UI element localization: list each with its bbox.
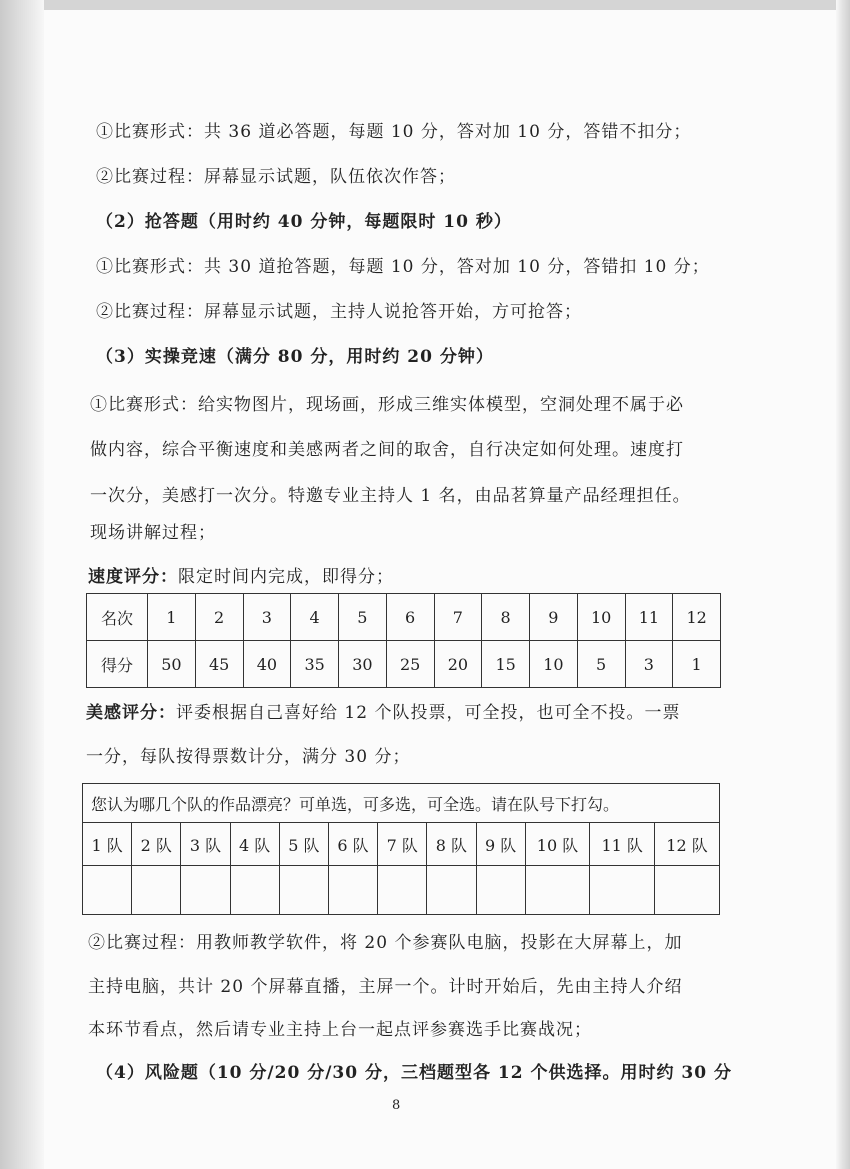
speed-scoring-text: 限定时间内完成，即得分； (178, 567, 394, 587)
score-cell: 25 (386, 641, 434, 688)
rank-header: 名次 (87, 594, 148, 641)
rank-cell: 11 (625, 594, 673, 641)
score-cell: 10 (530, 641, 578, 688)
score-cell: 50 (148, 641, 196, 688)
score-cell: 20 (434, 641, 482, 688)
rule-process-required: ②比赛过程：屏幕显示试题，队伍依次作答； (96, 167, 456, 187)
rank-row (87, 594, 721, 641)
score-cell: 35 (291, 641, 339, 688)
rank-cell: 7 (434, 594, 482, 641)
scan-edge-left (0, 0, 44, 1169)
section-heading-risk: （4）风险题（10 分/20 分/30 分，三档题型各 12 个供选择。用时约 30 分 (96, 1063, 732, 1083)
team-header: 7 队 (378, 823, 427, 866)
team-header-row (83, 823, 720, 866)
rank-cell: 6 (386, 594, 434, 641)
team-header: 1 队 (83, 823, 132, 866)
vote-table (82, 783, 720, 915)
score-cell: 3 (625, 641, 673, 688)
team-header: 6 队 (328, 823, 377, 866)
rank-cell: 2 (195, 594, 243, 641)
beauty-scoring-line (86, 698, 680, 723)
rule-format-required: ①比赛形式：共 36 道必答题，每题 10 分，答对加 10 分，答错不扣分； (96, 122, 692, 142)
team-header: 12 队 (655, 823, 720, 866)
practice-format-line-4: 现场讲解过程； (90, 523, 216, 543)
vote-cell[interactable] (181, 866, 230, 915)
vote-cell[interactable] (590, 866, 655, 915)
vote-cell[interactable] (525, 866, 590, 915)
practice-process-line-3: 本环节看点，然后请专业主持上台一起点评参赛选手比赛战况； (88, 1020, 592, 1040)
score-cell: 40 (243, 641, 291, 688)
rule-process-buzzer: ②比赛过程：屏幕显示试题，主持人说抢答开始，方可抢答； (96, 302, 582, 322)
score-row (87, 641, 721, 688)
team-header: 3 队 (181, 823, 230, 866)
vote-cell[interactable] (132, 866, 181, 915)
speed-scoring-line (88, 562, 394, 587)
team-header: 2 队 (132, 823, 181, 866)
scan-edge-top (0, 0, 850, 10)
practice-format-line-2: 做内容，综合平衡速度和美感两者之间的取舍，自行决定如何处理。速度打 (90, 440, 684, 460)
score-cell: 30 (339, 641, 387, 688)
vote-question: 您认为哪几个队的作品漂亮？可单选，可多选，可全选。请在队号下打勾。 (83, 784, 720, 823)
vote-cell[interactable] (83, 866, 132, 915)
rank-cell: 9 (530, 594, 578, 641)
score-cell: 45 (195, 641, 243, 688)
vote-cell[interactable] (328, 866, 377, 915)
vote-cell[interactable] (279, 866, 328, 915)
speed-score-table (86, 593, 721, 688)
section-heading-practice: （3）实操竞速（满分 80 分，用时约 20 分钟） (96, 347, 494, 367)
team-header: 9 队 (476, 823, 525, 866)
rule-format-buzzer: ①比赛形式：共 30 道抢答题，每题 10 分，答对加 10 分，答错扣 10 分； (96, 257, 710, 277)
beauty-scoring-text: 评委根据自己喜好给 12 个队投票，可全投，也可全不投。一票 (176, 703, 681, 723)
rank-cell: 10 (577, 594, 625, 641)
rank-cell: 4 (291, 594, 339, 641)
team-header: 8 队 (427, 823, 476, 866)
page-number: 8 (392, 1098, 401, 1113)
scan-edge-right (836, 0, 850, 1169)
vote-cell[interactable] (655, 866, 720, 915)
rank-cell: 3 (243, 594, 291, 641)
beauty-scoring-line-2: 一分，每队按得票数计分，满分 30 分； (86, 747, 411, 767)
vote-question-row (83, 784, 720, 823)
speed-scoring-label: 速度评分： (88, 567, 178, 587)
team-header: 4 队 (230, 823, 279, 866)
practice-format-line-1: ①比赛形式：给实物图片，现场画，形成三维实体模型，空洞处理不属于必 (90, 395, 684, 415)
rank-cell: 5 (339, 594, 387, 641)
vote-cell[interactable] (427, 866, 476, 915)
beauty-scoring-label: 美感评分： (86, 703, 176, 723)
practice-process-line-2: 主持电脑，共计 20 个屏幕直播，主屏一个。计时开始后，先由主持人介绍 (88, 977, 683, 997)
rank-cell: 1 (148, 594, 196, 641)
practice-process-line-1: ②比赛过程：用教师教学软件，将 20 个参赛队电脑，投影在大屏幕上，加 (88, 933, 683, 953)
score-cell: 15 (482, 641, 530, 688)
vote-cell[interactable] (378, 866, 427, 915)
practice-format-line-3: 一次分，美感打一次分。特邀专业主持人 1 名，由品茗算量产品经理担任。 (90, 486, 691, 506)
vote-checkbox-row (83, 866, 720, 915)
vote-cell[interactable] (476, 866, 525, 915)
team-header: 10 队 (525, 823, 590, 866)
score-cell: 1 (673, 641, 721, 688)
rank-cell: 12 (673, 594, 721, 641)
rank-cell: 8 (482, 594, 530, 641)
team-header: 11 队 (590, 823, 655, 866)
score-cell: 5 (577, 641, 625, 688)
score-header: 得分 (87, 641, 148, 688)
team-header: 5 队 (279, 823, 328, 866)
vote-cell[interactable] (230, 866, 279, 915)
section-heading-buzzer: （2）抢答题（用时约 40 分钟，每题限时 10 秒） (96, 212, 512, 232)
